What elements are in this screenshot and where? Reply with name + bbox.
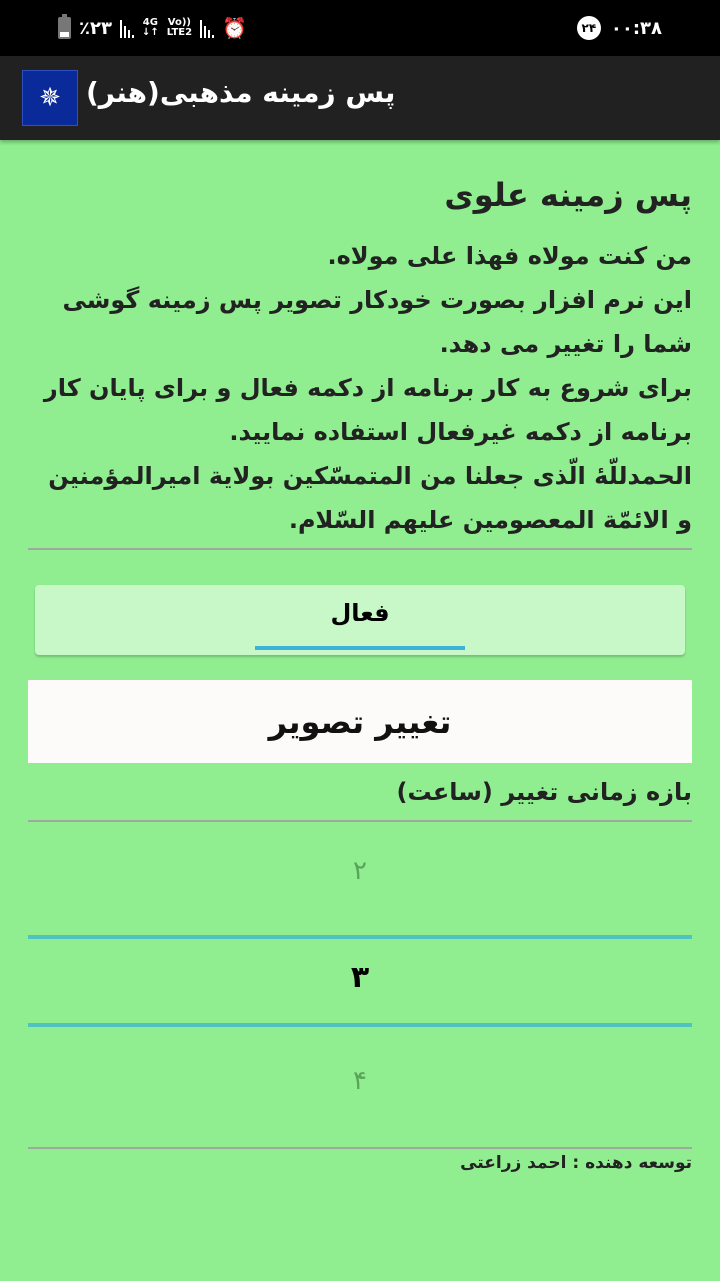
picker-item-previous[interactable]: ۲: [353, 856, 367, 886]
notification-badge: ۲۴: [577, 16, 601, 40]
hour-number-picker[interactable]: [28, 822, 692, 1148]
activate-toggle-button[interactable]: [35, 585, 685, 655]
divider: [28, 1147, 692, 1149]
picker-selection-line: [28, 1023, 692, 1027]
interval-label: بازه زمانی تغییر (ساعت): [396, 778, 692, 806]
volte-label: Vo)) LTE2: [166, 17, 193, 38]
clock: ۰۰:۳۸: [610, 17, 662, 39]
network-type: 4G ↓↑: [141, 17, 159, 38]
description-line: الحمدللّهٔ الّذی جعلنا من المتمسّکین بولایة امیرالمؤمنین و الائمّة المعصومین علیهم السّلام.: [48, 462, 692, 534]
app-bar: [0, 56, 720, 140]
toggle-label: فعال: [330, 599, 390, 627]
battery-percent: ٪۲۳: [79, 17, 112, 39]
toggle-indicator: [255, 646, 465, 650]
picker-item-selected[interactable]: ۳: [350, 960, 370, 995]
developer-credit: توسعه دهنده : احمد زراعتی: [460, 1153, 692, 1173]
description-line: این نرم افزار بصورت خودکار تصویر پس زمینه گوشی شما را تغییر می دهد.: [62, 286, 692, 358]
divider: [28, 548, 692, 550]
signal-icon: [120, 18, 134, 38]
description-line: من کنت مولاه فهذا علی مولاه.: [327, 242, 692, 270]
app-logo-icon: ✵: [22, 70, 78, 126]
page-heading: پس زمینه علوی: [444, 176, 692, 214]
signal-icon-2: [200, 18, 214, 38]
main-content: [28, 140, 692, 1173]
change-image-button[interactable]: تغییر تصویر: [28, 680, 692, 763]
picker-selection-line: [28, 935, 692, 939]
picker-item-next[interactable]: ۴: [353, 1066, 367, 1096]
status-bar: [0, 0, 720, 56]
description: [28, 234, 692, 542]
status-right: [577, 14, 662, 42]
status-left: [58, 14, 247, 42]
battery-icon: [58, 17, 71, 39]
alarm-icon: ⏰: [222, 16, 247, 40]
app-title: پس زمینه مذهبی(هنر): [86, 76, 396, 109]
description-line: برای شروع به کار برنامه از دکمه فعال و برای پایان کار برنامه از دکمه غیرفعال استفاده نمایید.: [43, 374, 692, 446]
